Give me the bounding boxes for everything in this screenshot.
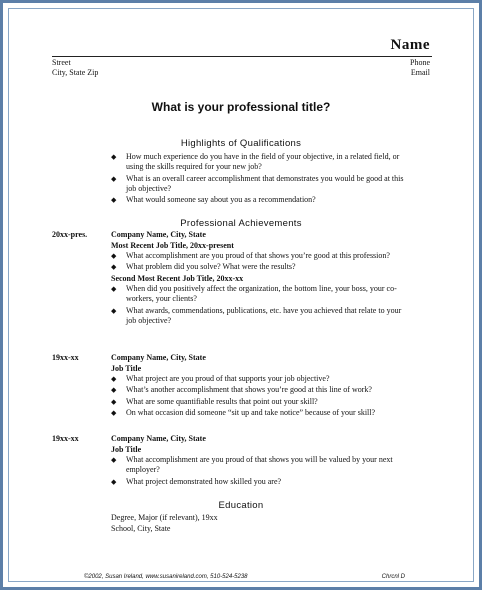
- city-state-zip: City, State Zip: [52, 68, 99, 77]
- school: School, City, State: [111, 523, 171, 533]
- diamond-bullet-icon: ◆: [111, 306, 117, 315]
- company-name: Company Name, City, State: [111, 353, 206, 362]
- list-item: ◆ What accomplishment are you proud of that shows you’re good at this profession?: [111, 251, 390, 260]
- template-code: Chrcnl D: [381, 574, 405, 580]
- diamond-bullet-icon: ◆: [111, 263, 117, 272]
- list-item: ◆ How much experience do you have in the field of your objective, in a related field, or using the skills required for your new job?: [111, 152, 400, 172]
- list-item: ◆ What problem did you solve? What were the results?: [111, 262, 296, 272]
- job-entry: [111, 230, 407, 327]
- section-heading-qualifications: Highlights of Qualifications: [180, 138, 302, 149]
- email: Email: [410, 68, 430, 77]
- list-item: ◆ What’s another accomplishment that shows you’re good at this line of work?: [111, 385, 372, 395]
- job-dates: 20xx-pres.: [52, 230, 88, 239]
- job-entry: [111, 434, 407, 488]
- company-name: Company Name, City, State: [111, 230, 206, 239]
- list-item: ◆ What is an overall career accomplishment that demonstrates you would be good at this job objective?: [111, 173, 404, 193]
- diamond-bullet-icon: ◆: [111, 408, 117, 417]
- list-item: ◆ What are some quantifiable results that point out your skill?: [111, 396, 318, 406]
- phone: Phone: [410, 58, 430, 67]
- section-heading-achievements: Professional Achievements: [180, 218, 302, 229]
- copyright-footer: ©2002, Susan Ireland, www.susanireland.com, 510-524-5238: [84, 574, 248, 580]
- job-title: Most Recent Job Title, 20xx-present: [111, 240, 234, 250]
- professional-title: What is your professional title?: [151, 100, 331, 114]
- diamond-bullet-icon: ◆: [111, 477, 117, 486]
- diamond-bullet-icon: ◆: [111, 456, 117, 464]
- contact-block: [410, 58, 430, 78]
- job-dates: 19xx-xx: [52, 434, 79, 443]
- degree: Degree, Major (if relevant), 19xx: [111, 513, 218, 522]
- education-entry: [111, 513, 407, 534]
- list-item: ◆ On what occasion did someone “sit up and take notice” because of your skill?: [111, 407, 376, 417]
- diamond-bullet-icon: ◆: [111, 153, 117, 161]
- job-title: Second Most Recent Job Title, 20xx-xx: [111, 273, 244, 283]
- diamond-bullet-icon: ◆: [111, 252, 117, 260]
- qualifications-list: [111, 152, 407, 206]
- diamond-bullet-icon: ◆: [111, 285, 117, 294]
- job-title: Job Title: [111, 363, 142, 373]
- resume-name: Name: [390, 37, 430, 53]
- list-item: ◆ What project demonstrated how skilled you are?: [111, 476, 282, 486]
- list-item: ◆ When did you positively affect the organization, the bottom line, your boss, your co-workers, your clients?: [111, 284, 397, 304]
- diamond-bullet-icon: ◆: [111, 386, 117, 395]
- diamond-bullet-icon: ◆: [111, 196, 117, 205]
- job-entry: [111, 353, 407, 419]
- job-dates: 19xx-xx: [52, 353, 79, 362]
- street: Street: [52, 58, 71, 67]
- diamond-bullet-icon: ◆: [111, 397, 117, 406]
- header-rule: [52, 56, 432, 57]
- list-item: ◆ What would someone say about you as a recommendation?: [111, 195, 316, 205]
- job-title: Job Title: [111, 444, 142, 454]
- section-heading-education: Education: [218, 500, 264, 511]
- list-item: ◆ What accomplishment are you proud of that shows you will be valued by your next employer?: [111, 455, 393, 475]
- company-name: Company Name, City, State: [111, 434, 206, 443]
- diamond-bullet-icon: ◆: [111, 174, 117, 183]
- list-item: ◆ What project are you proud of that supports your job objective?: [111, 374, 330, 383]
- diamond-bullet-icon: ◆: [111, 375, 117, 383]
- list-item: ◆ What awards, commendations, publications, etc. have you achieved that relate to your job objective?: [111, 305, 402, 325]
- address-block: [52, 58, 98, 78]
